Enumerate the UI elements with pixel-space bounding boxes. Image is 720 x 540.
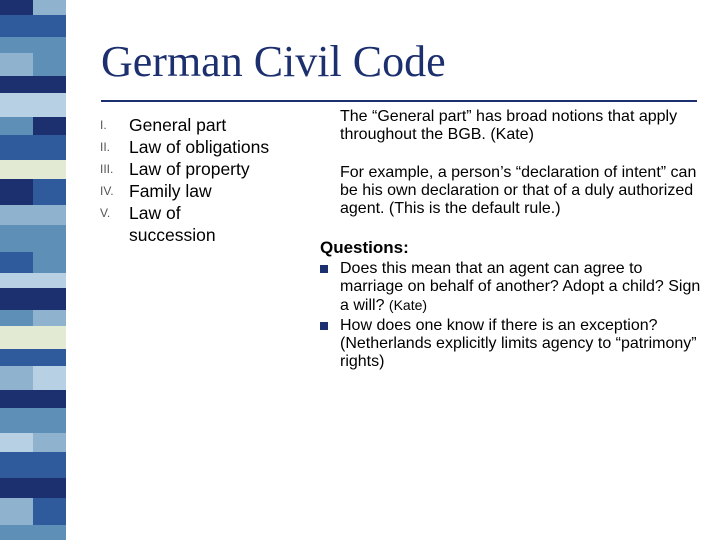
declaration-paragraph: For example, a person’s “declaration of intent” can be his own declaration or that of a duly authorized agent. (This is the default rule.) bbox=[340, 164, 697, 217]
stripe-band bbox=[0, 225, 66, 252]
stripe-band bbox=[0, 117, 33, 135]
stripe-band bbox=[0, 478, 66, 498]
question-note: (Kate) bbox=[388, 297, 428, 313]
outline-text: Law of obligations bbox=[129, 137, 270, 157]
stripe-band bbox=[0, 408, 66, 433]
stripe-band bbox=[0, 273, 66, 288]
square-bullet-icon bbox=[320, 322, 328, 330]
stripe-band bbox=[33, 366, 66, 390]
question-item-agent-marriage bbox=[320, 260, 705, 315]
stripe-band bbox=[0, 433, 33, 452]
outline-numeral: I. bbox=[100, 118, 107, 132]
outline-text: General part bbox=[129, 115, 227, 135]
stripe-band bbox=[0, 390, 66, 408]
stripe-band bbox=[0, 179, 33, 205]
outline-item-general-part bbox=[100, 114, 270, 136]
stripe-band bbox=[0, 452, 66, 478]
stripe-band bbox=[0, 53, 33, 76]
outline-item-family-law bbox=[100, 180, 270, 202]
stripe-band bbox=[0, 498, 33, 525]
outline-text: Law of property bbox=[129, 159, 250, 179]
slide-title: German Civil Code bbox=[101, 37, 446, 86]
content-column bbox=[320, 108, 705, 371]
stripe-band bbox=[33, 53, 66, 76]
stripe-band bbox=[0, 252, 33, 273]
stripe-band bbox=[0, 76, 66, 93]
square-bullet-icon bbox=[320, 265, 328, 273]
stripe-band bbox=[33, 179, 66, 205]
outline-numeral: IV. bbox=[100, 184, 114, 198]
outline-text: Law of succession bbox=[129, 203, 216, 245]
stripe-band bbox=[0, 326, 66, 349]
stripe-band bbox=[0, 205, 66, 225]
outline-item-obligations bbox=[100, 136, 270, 158]
outline-text: Family law bbox=[129, 181, 212, 201]
stripe-band bbox=[0, 93, 66, 117]
outline-numeral: II. bbox=[100, 140, 111, 154]
stripe-band bbox=[0, 37, 66, 53]
outline-item-succession bbox=[100, 202, 270, 246]
questions-heading: Questions: bbox=[320, 238, 409, 257]
question-text: How does one know if there is an exception? (Netherlands explicitly limits agency to “patrimony” rights) bbox=[340, 317, 697, 370]
stripe-band bbox=[0, 135, 66, 160]
stripe-band bbox=[0, 160, 66, 179]
question-item-exception bbox=[320, 317, 705, 371]
outline-list bbox=[100, 114, 270, 246]
stripe-band bbox=[33, 0, 66, 15]
stripe-band bbox=[33, 117, 66, 135]
question-text: Does this mean that an agent can agree to marriage on behalf of another? Adopt a child? Sign a will? bbox=[340, 260, 701, 314]
general-part-paragraph: The “General part” has broad notions that apply throughout the BGB. (Kate) bbox=[340, 108, 678, 143]
outline-item-property bbox=[100, 158, 270, 180]
stripe-band bbox=[0, 349, 66, 366]
stripe-band bbox=[33, 433, 66, 452]
stripe-band bbox=[0, 525, 66, 540]
stripe-band bbox=[0, 310, 33, 326]
stripe-band bbox=[0, 15, 66, 37]
stripe-band bbox=[33, 252, 66, 273]
outline-numeral: V. bbox=[100, 206, 111, 220]
decorative-stripe bbox=[0, 0, 66, 540]
stripe-band bbox=[0, 0, 33, 15]
stripe-band bbox=[0, 288, 66, 310]
stripe-band bbox=[33, 498, 66, 525]
outline-numeral: III. bbox=[100, 162, 114, 176]
title-underline bbox=[101, 100, 697, 102]
stripe-band bbox=[0, 366, 33, 390]
stripe-band bbox=[33, 310, 66, 326]
